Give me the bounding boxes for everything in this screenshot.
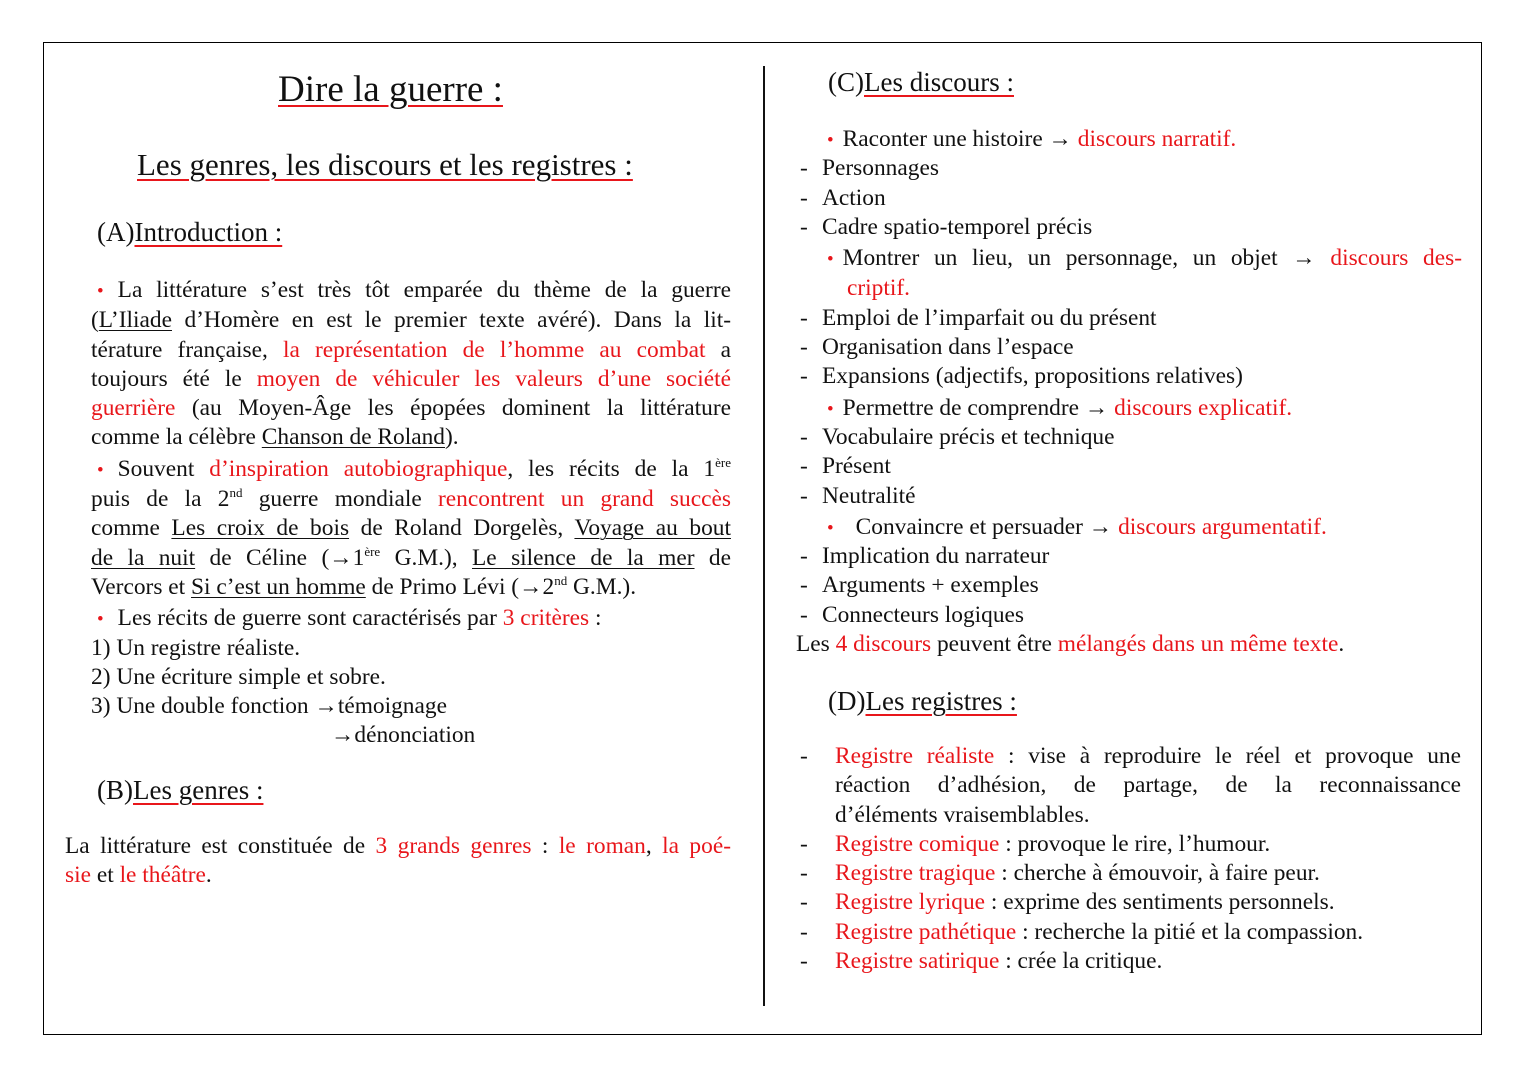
- criteria-item: 3) Une double fonction →témoignage: [91, 693, 447, 720]
- bullet-icon: •: [827, 130, 834, 151]
- criteria-item: 1) Un registre réaliste.: [91, 634, 301, 661]
- paragraph-2-line: puis de la 2nd guerre mondiale rencontrent un grand succès: [91, 485, 731, 513]
- registre-item: - Registre tragique : cherche à émouvoir, à faire peur.: [800, 860, 1320, 887]
- paragraph-2-line: • Souvent d’inspiration autobiographique, les récits de la 1ère: [91, 455, 731, 485]
- discours-item: - Action: [800, 184, 886, 211]
- criteria-item-continuation: →dénonciation: [331, 722, 476, 749]
- registre-item: - Registre comique : provoque le rire, l’humour.: [800, 830, 1271, 857]
- paragraph-2-line: comme Les croix de bois de Roland Dorgelès, Voyage au bout: [91, 515, 731, 542]
- criteria-item: 2) Une écriture simple et sobre.: [91, 663, 386, 690]
- discours-item: - Organisation dans l’espace: [800, 334, 1074, 361]
- discours-item: - Personnages: [800, 155, 939, 182]
- paragraph-3-line: • Les récits de guerre sont caractérisés par 3 critères :: [91, 604, 731, 633]
- genres-line: sie et le théâtre.: [65, 862, 212, 889]
- registre-item: - Registre pathétique : recherche la pitié et la compassion.: [800, 918, 1364, 945]
- discours-bullet: • Convaincre et persuader → discours argumentatif.: [800, 513, 1462, 542]
- discours-bullet-continuation: criptif.: [847, 275, 910, 302]
- section-a-heading: (A)Introduction :: [97, 217, 283, 247]
- discours-summary: Les 4 discours peuvent être mélangés dans un même texte.: [796, 631, 1345, 658]
- discours-item: - Présent: [800, 453, 891, 480]
- discours-bullet: • Permettre de comprendre → discours explicatif.: [800, 394, 1462, 423]
- paragraph-1-line: térature française, la représentation de l’homme au combat a: [91, 336, 731, 363]
- paragraph-1-line: • La littérature s’est très tôt emparée du thème de la guerre: [91, 276, 731, 306]
- discours-item: - Expansions (adjectifs, propositions relatives): [800, 363, 1243, 390]
- page-subtitle: Les genres, les discours et les registres :: [137, 147, 633, 182]
- page-title: Dire la guerre :: [278, 69, 503, 110]
- discours-bullet: • Raconter une histoire → discours narratif.: [800, 125, 1462, 154]
- section-d-body: [800, 742, 1461, 976]
- bullet-icon: •: [827, 249, 834, 271]
- section-c-body: [796, 125, 1463, 659]
- registre-item: - Registre réaliste : vise à reproduire le réel et provoque une réaction d’adhésion, de partage, de la reconnaissance d’éléments vraisemblables.: [800, 743, 1461, 828]
- bullet-icon: •: [827, 398, 834, 420]
- discours-item: - Vocabulaire précis et technique: [800, 423, 1115, 450]
- registre-item: - Registre satirique : crée la critique.: [800, 948, 1163, 975]
- column-divider: [763, 66, 765, 1006]
- paragraph-1-line: toujours été le moyen de véhiculer les valeurs d’une société: [91, 365, 731, 392]
- paragraph-1-line: (L’Iliade d’Homère en est le premier texte avéré). Dans la lit-: [91, 307, 731, 334]
- paragraph-1-line: comme la célèbre Chanson de Roland).: [91, 424, 459, 451]
- section-b-body: [65, 832, 731, 891]
- bullet-icon: •: [97, 609, 104, 631]
- bullet-icon: •: [97, 459, 104, 481]
- registre-item: - Registre lyrique : exprime des sentiments personnels.: [800, 889, 1335, 916]
- discours-item: - Cadre spatio-temporel précis: [800, 213, 1093, 240]
- bullet-icon: •: [97, 281, 104, 302]
- genres-line: La littérature est constituée de 3 grands genres : le roman, la poé-: [65, 833, 731, 859]
- paragraph-2-line: Vercors et Si c’est un homme de Primo Lévi (→2nd G.M.).: [91, 572, 637, 600]
- discours-item: - Arguments + exemples: [800, 572, 1039, 599]
- discours-bullet: • Montrer un lieu, un personnage, un objet → discours des-: [800, 244, 1462, 274]
- discours-item: - Implication du narrateur: [800, 543, 1050, 570]
- discours-item: - Connecteurs logiques: [800, 601, 1025, 628]
- discours-item: - Neutralité: [800, 482, 916, 509]
- discours-item: - Emploi de l’imparfait ou du présent: [800, 304, 1157, 331]
- section-d-heading: (D)Les registres :: [828, 686, 1017, 716]
- bullet-icon: •: [827, 517, 834, 539]
- paragraph-2-line: de la nuit de Céline (→1ère G.M.), Le silence de la mer de: [91, 543, 732, 571]
- paragraph-1-line: guerrière (au Moyen-Âge les épopées dominent la littérature: [91, 395, 731, 422]
- section-b-heading: (B)Les genres :: [97, 775, 264, 805]
- section-c-heading: (C)Les discours :: [828, 67, 1014, 97]
- section-a-body: [91, 276, 731, 751]
